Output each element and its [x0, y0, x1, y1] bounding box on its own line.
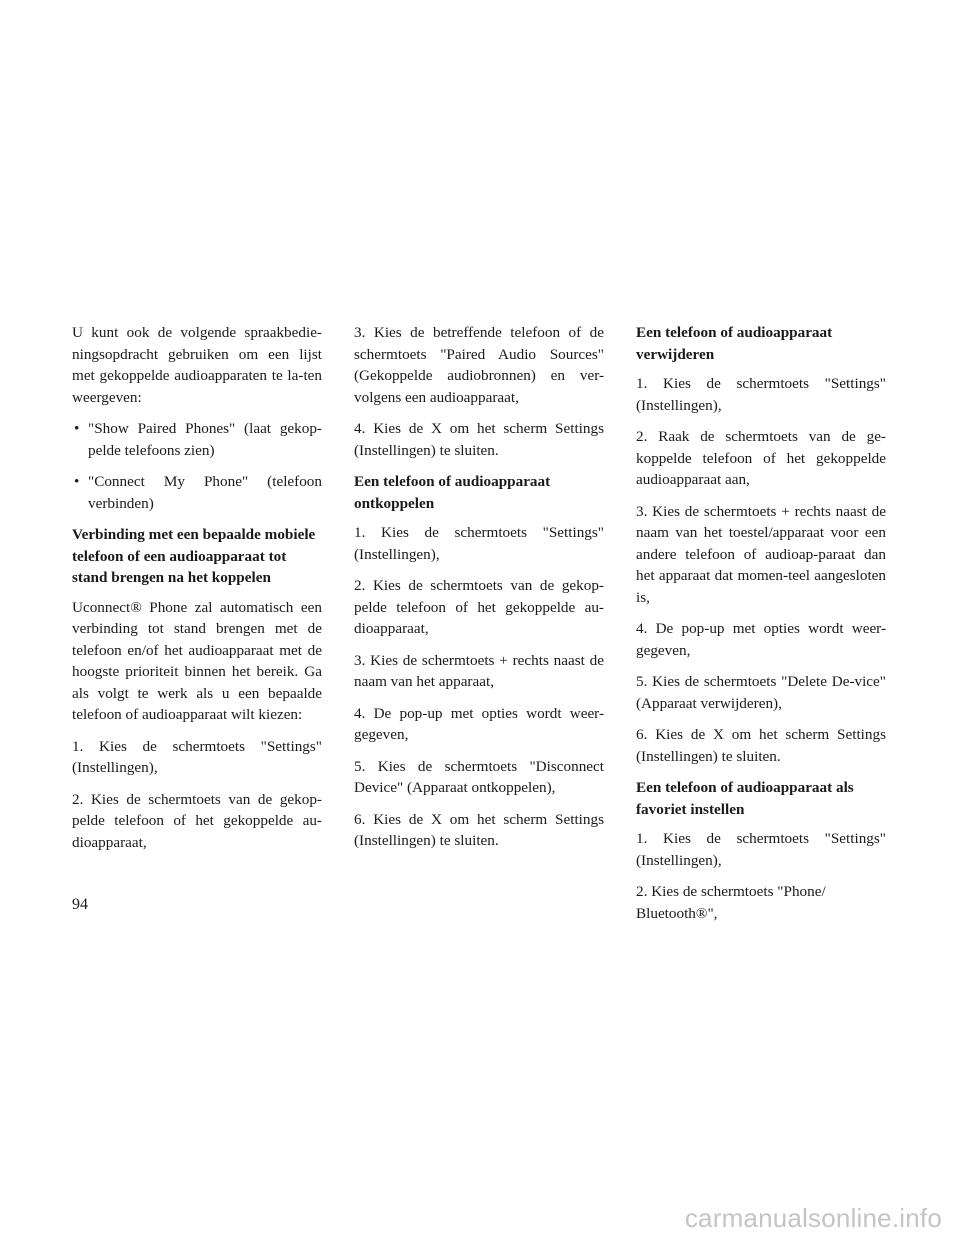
step-item: 5. Kies de schermtoets "Delete De-vice" (Apparaat verwijderen), [636, 673, 886, 712]
bullet-text: "Show Paired Phones" (laat gekop-pelde telefoons zien) [88, 420, 322, 459]
step-item: 1. Kies de schermtoets "Settings" (Instellingen), [636, 830, 886, 869]
step-item: 3. Kies de betreffende telefoon of de schermtoets "Paired Audio Sources" (Gekoppelde audiobronnen) en ver-volgens een audioapparaat, [354, 324, 604, 406]
step-item: 2. Kies de schermtoets "Phone/ Bluetooth®", [636, 883, 826, 922]
step-item: 4. De pop-up met opties wordt weer-gegeven, [354, 704, 604, 743]
watermark-text: carmanualsonline.info [684, 1203, 942, 1233]
page-number: 94 [72, 896, 88, 913]
step-item: 4. Kies de X om het scherm Settings (Instellingen) te sluiten. [354, 420, 604, 459]
column-1 [72, 322, 322, 863]
body-paragraph: Uconnect® Phone zal automatisch een verbinding tot stand brengen met de telefoon en/of het audioapparaat met de hoogste prioriteit binnen het bereik. Ga als volgt te werk als u een bepaalde telefoon of audioapparaat wilt kiezen: [72, 598, 322, 723]
step-item: 3. Kies de schermtoets + rechts naast de naam van het apparaat, [354, 651, 604, 690]
section-heading-delete: Een telefoon of audioapparaat verwijderen [636, 324, 833, 363]
step-item: 1. Kies de schermtoets "Settings" (Instellingen), [636, 375, 886, 414]
bullet-item [72, 471, 322, 514]
section-heading-disconnect: Een telefoon of audioapparaat ontkoppelen [354, 473, 551, 512]
section-heading-connect: Verbinding met een bepaalde mobiele telefoon of een audioapparaat tot stand brengen na het koppelen [72, 526, 316, 586]
column-3 [636, 322, 886, 934]
step-item: 6. Kies de X om het scherm Settings (Instellingen) te sluiten. [636, 726, 886, 765]
bullet-icon: • [74, 420, 80, 437]
column-2 [354, 322, 604, 862]
step-item: 1. Kies de schermtoets "Settings" (Instellingen), [354, 524, 604, 563]
section-heading-favorite: Een telefoon of audioapparaat als favoriet instellen [636, 779, 854, 818]
step-item: 2. Kies de schermtoets van de gekop-pelde telefoon of het gekoppelde au-dioapparaat, [354, 577, 604, 637]
bullet-text: "Connect My Phone" (telefoon verbinden) [88, 473, 322, 512]
step-item: 2. Raak de schermtoets van de ge-koppelde telefoon of het gekoppelde audioapparaat aan, [636, 428, 886, 488]
bullet-icon: • [74, 473, 80, 490]
intro-paragraph: U kunt ook de volgende spraakbedie-ningsopdracht gebruiken om een lijst met gekoppelde audioapparaten te la-ten weergeven: [72, 324, 322, 406]
step-item: 1. Kies de schermtoets "Settings" (Instellingen), [72, 737, 322, 776]
step-item: 4. De pop-up met opties wordt weer-gegeven, [636, 620, 886, 659]
bullet-item [72, 418, 322, 461]
step-item: 3. Kies de schermtoets + rechts naast de naam van het toestel/apparaat voor een andere telefoon of audioap-paraat dan het apparaat dat momen-teel aangesloten is, [636, 502, 886, 606]
step-item: 2. Kies de schermtoets van de gekop-pelde telefoon of het gekoppelde au-dioapparaat, [72, 790, 322, 851]
step-item: 6. Kies de X om het scherm Settings (Instellingen) te sluiten. [354, 810, 604, 849]
step-item: 5. Kies de schermtoets "Disconnect Device" (Apparaat ontkoppelen), [354, 757, 604, 796]
